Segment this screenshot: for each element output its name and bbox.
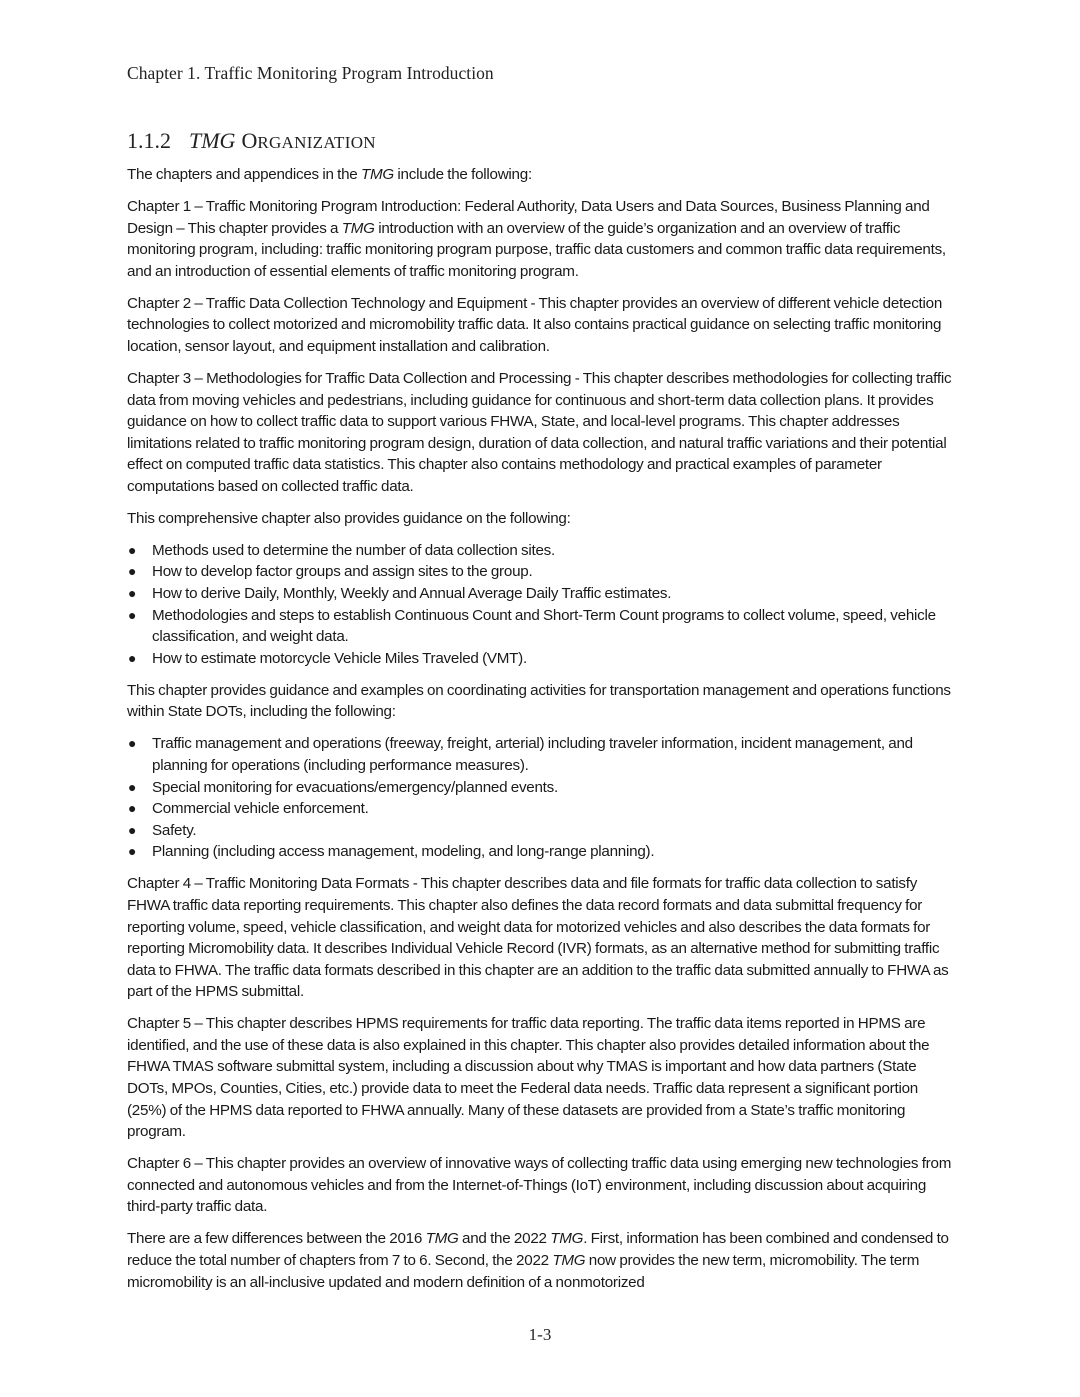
running-header: Chapter 1. Traffic Monitoring Program Introduction (127, 63, 494, 83)
bullet-icon: ● (128, 541, 137, 558)
list-item: ● How to estimate motorcycle Vehicle Miles Traveled (VMT). (127, 648, 959, 670)
list-item: ● Methods used to determine the number of data collection sites. (127, 540, 959, 562)
section-heading (127, 128, 376, 154)
list-item: ● Safety. (127, 820, 959, 842)
bullet-icon: ● (128, 778, 137, 795)
list-item: ● Commercial vehicle enforcement. (127, 798, 959, 820)
bullet-icon: ● (128, 735, 137, 752)
list-item: ● Traffic management and operations (freeway, freight, arterial) including traveler information, incident management, and planning for operations (including performance measures). (128, 735, 913, 774)
chapter-3-paragraph: Chapter 3 – Methodologies for Traffic Data Collection and Processing - This chapter describes methodologies for collecting traffic data from moving vehicles and pedestrians, including guidance for continuous and short-term data collection plans. It provides guidance on how to collect traffic data to support various FHWA, State, and local-level programs. This chapter addresses limitations related to traffic monitoring program design, duration of data collection, and natural traffic variations and their potential effect on computed traffic data statistics. This chapter also contains methodology and practical examples of parameter computations based on collected traffic data. (127, 369, 952, 495)
section-number: 1.1.2 (127, 128, 171, 153)
list-item: ● How to derive Daily, Monthly, Weekly and Annual Average Daily Traffic estimates. (127, 583, 959, 605)
bullet-icon: ● (128, 843, 137, 860)
list-item: ● Special monitoring for evacuations/emergency/planned events. (127, 777, 959, 799)
bullet-icon: ● (128, 821, 137, 838)
coordination-list (127, 733, 959, 863)
body-content (127, 164, 959, 1304)
page-number: 1-3 (528, 1325, 552, 1344)
chapter-5-paragraph: Chapter 5 – This chapter describes HPMS requirements for traffic data reporting. The traffic data items reported in HPMS are identified, and the use of these data is also explained in this chapter. This chapter also provides detailed information about the FHWA TMAS software submittal system, including a discussion about why TMAS is important and how data partners (State DOTs, MPOs, Counties, Cities, etc.) provide data to meet the Federal data needs. Traffic data represent a significant portion (25%) of the HPMS data reported to FHWA annually. Many of these datasets are provided from a State’s traffic monitoring program. (127, 1015, 930, 1141)
section-title-smallcaps: RGANIZATION (257, 133, 376, 152)
coordination-lead: This chapter provides guidance and examples on coordinating activities for transportation management and operations functions within State DOTs, including the following: (127, 681, 951, 721)
section-title-initial: O (241, 128, 258, 153)
chapter-2-paragraph: Chapter 2 – Traffic Data Collection Technology and Equipment - This chapter provides an overview of different vehicle detection technologies to collect motorized and micromobility traffic data. It also contains practical guidance on selecting traffic monitoring location, sensor layout, and equipment installation and calibration. (127, 294, 943, 355)
chapter-6-paragraph: Chapter 6 – This chapter provides an overview of innovative ways of collecting traffic data using emerging new technologies from connected and autonomous vehicles and from the Internet-of-Things (IoT) environment, including discussion about acquiring third-party traffic data. (127, 1155, 952, 1216)
guidance-lead: This comprehensive chapter also provides guidance on the following: (127, 509, 571, 527)
bullet-icon: ● (128, 585, 137, 602)
list-item: ● How to develop factor groups and assign sites to the group. (127, 561, 959, 583)
bullet-icon: ● (128, 649, 137, 666)
section-title-italic: TMG (189, 128, 236, 153)
differences-paragraph: There are a few differences between the 2016 TMG and the 2022 TMG. First, information has been combined and condensed to reduce the total number of chapters from 7 to 6. Second, the 2022 TMG now provides the new term, micromobility. The term micromobility is an all-inclusive updated and modern definition of a nonmotorized (127, 1230, 949, 1291)
guidance-list (127, 540, 959, 670)
bullet-icon: ● (128, 563, 137, 580)
list-item: ● Planning (including access management, modeling, and long-range planning). (127, 841, 959, 863)
bullet-icon: ● (128, 606, 137, 623)
chapter-1-paragraph: Chapter 1 – Traffic Monitoring Program Introduction: Federal Authority, Data Users and Data Sources, Business Planning and Design – This chapter provides a TMG introduction with an overview of the guide’s organization and an overview of traffic monitoring program, including: traffic monitoring program purpose, traffic data customers and common traffic data requirements, and an introduction of essential elements of traffic monitoring program. (127, 197, 946, 280)
chapter-4-paragraph: Chapter 4 – Traffic Monitoring Data Formats - This chapter describes data and file formats for traffic data collection to satisfy FHWA traffic data reporting requirements. This chapter also defines the data record formats and data submittal frequency for reporting volume, speed, vehicle classification, and weight data for motorized vehicles and also describes the data formats for reporting Micromobility data. It describes Individual Vehicle Record (IVR) formats, as an alternative method for submitting traffic data to FHWA. The traffic data formats described in this chapter are an addition to the traffic data submitted annually to FHWA as part of the HPMS submittal. (127, 875, 949, 1001)
list-item: ● Methodologies and steps to establish Continuous Count and Short-Term Count programs to collect volume, speed, vehicle classification, and weight data. (128, 606, 936, 646)
bullet-icon: ● (128, 800, 137, 817)
intro-paragraph: The chapters and appendices in the TMG include the following: (127, 166, 532, 183)
